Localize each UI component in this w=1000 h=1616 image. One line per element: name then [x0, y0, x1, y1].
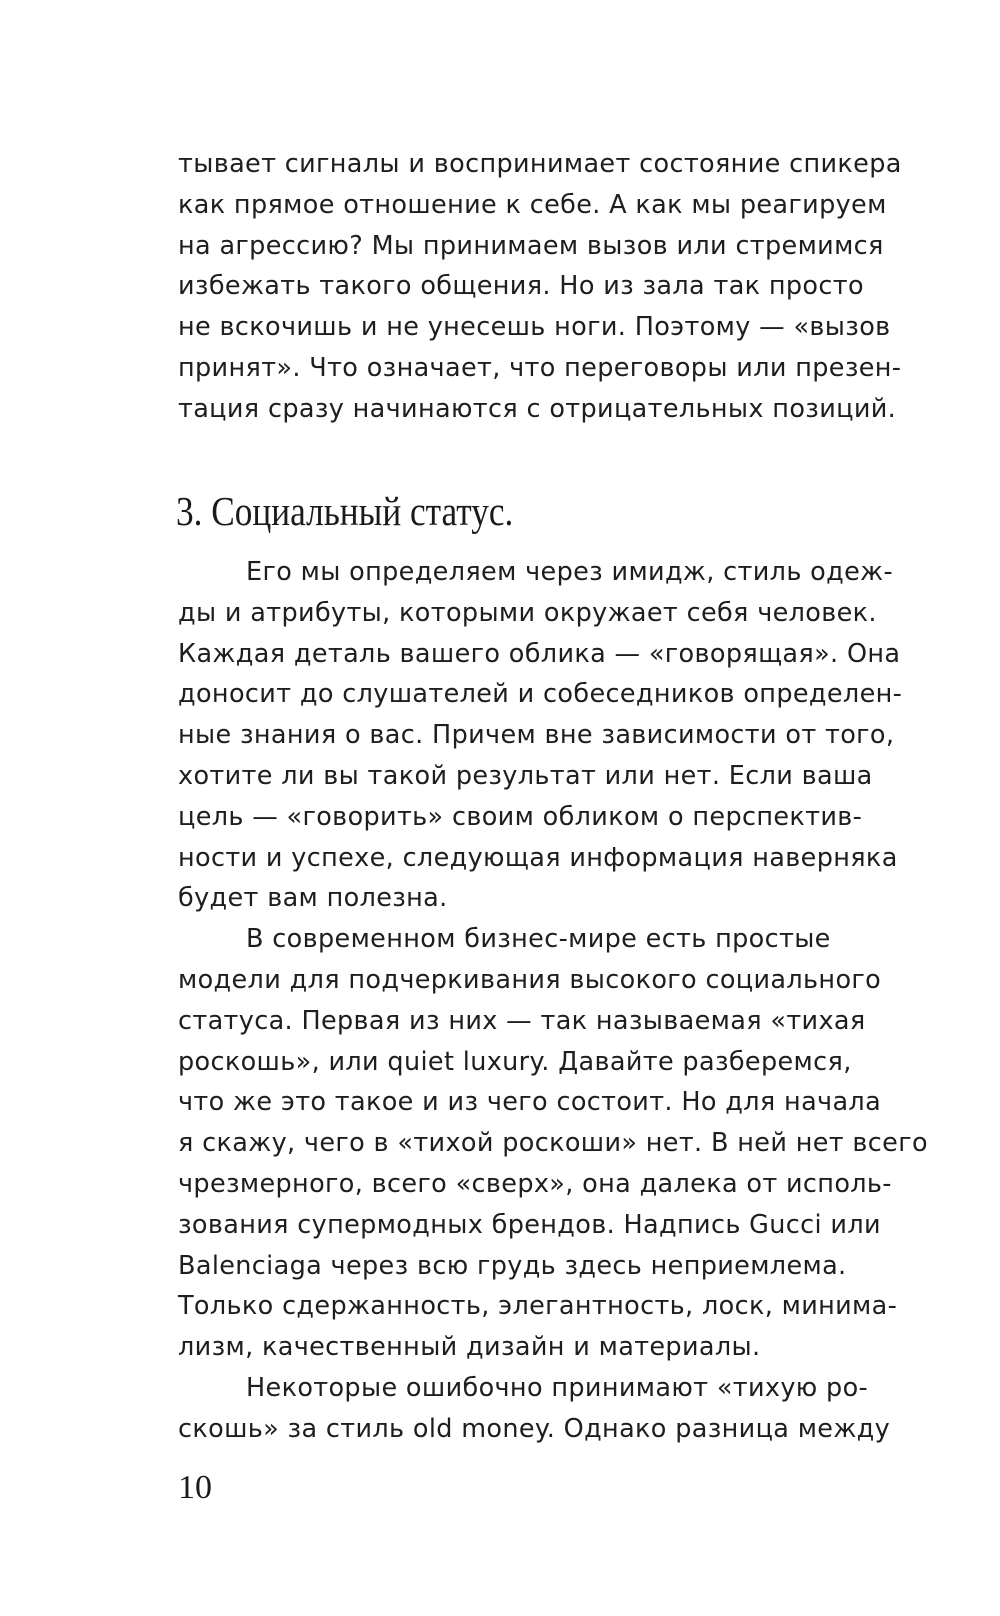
- text-line: будет вам полезна.: [178, 883, 448, 914]
- text-line: я скажу, чего в «тихой роскоши» нет. В ней нет всего: [178, 1128, 928, 1159]
- text-line: чрезмерного, всего «сверх», она далека от исполь-: [178, 1168, 892, 1199]
- page-number: 10: [178, 1469, 212, 1506]
- text-line: ные знания о вас. Причем вне зависимости от того,: [178, 720, 895, 751]
- text-line: тация сразу начинаются с отрицательных позиций.: [178, 393, 897, 424]
- text-line: Каждая деталь вашего облика — «говорящая». Она: [178, 638, 901, 669]
- text-line: ности и успехе, следующая информация наверняка: [178, 842, 898, 873]
- text-line: В современном бизнес-мире есть простые: [246, 924, 831, 955]
- text-line: доносит до слушателей и собеседников определен-: [178, 679, 903, 710]
- text-line: избежать такого общения. Но из зала так просто: [178, 271, 864, 302]
- text-line: Только сдержанность, элегантность, лоск, минима-: [178, 1291, 898, 1322]
- section-heading: 3. Социальный статус.: [176, 488, 514, 534]
- text-line: что же это такое и из чего состоит. Но для начала: [178, 1087, 882, 1118]
- text-line: зования супермодных брендов. Надпись Gucci или: [178, 1209, 881, 1240]
- intro-paragraph: [178, 144, 902, 430]
- text-line: хотите ли вы такой результат или нет. Если ваша: [178, 760, 873, 791]
- text-line: модели для подчеркивания высокого социального: [178, 964, 882, 995]
- text-line: лизм, качественный дизайн и материалы.: [178, 1332, 761, 1363]
- text-line: тывает сигналы и воспринимает состояние спикера: [178, 149, 902, 179]
- paragraph-2: [178, 919, 928, 1368]
- paragraph-3: [178, 1368, 890, 1450]
- text-line: статуса. Первая из них — так называемая «тихая: [178, 1005, 866, 1036]
- paragraph-1: [178, 552, 903, 919]
- text-line: Его мы определяем через имидж, стиль одеж-: [246, 557, 893, 587]
- text-line: Balenciaga через всю грудь здесь неприемлема.: [178, 1250, 847, 1281]
- section-body: [178, 552, 928, 1450]
- text-line: скошь» за стиль old money. Однако разница между: [178, 1413, 891, 1444]
- text-line: ды и атрибуты, которыми окружает себя человек.: [178, 597, 877, 628]
- text-line: Некоторые ошибочно принимают «тихую ро-: [246, 1372, 869, 1403]
- text-line: как прямое отношение к себе. А как мы реагируем: [178, 189, 887, 220]
- text-line: роскошь», или quiet luxury. Давайте разберемся,: [178, 1046, 852, 1077]
- text-line: на агрессию? Мы принимаем вызов или стремимся: [178, 230, 884, 261]
- text-line: не вскочишь и не унесешь ноги. Поэтому — «вызов: [178, 312, 891, 343]
- text-line: цель — «говорить» своим обликом о перспектив-: [178, 801, 863, 832]
- text-line: принят». Что означает, что переговоры или презен-: [178, 352, 902, 383]
